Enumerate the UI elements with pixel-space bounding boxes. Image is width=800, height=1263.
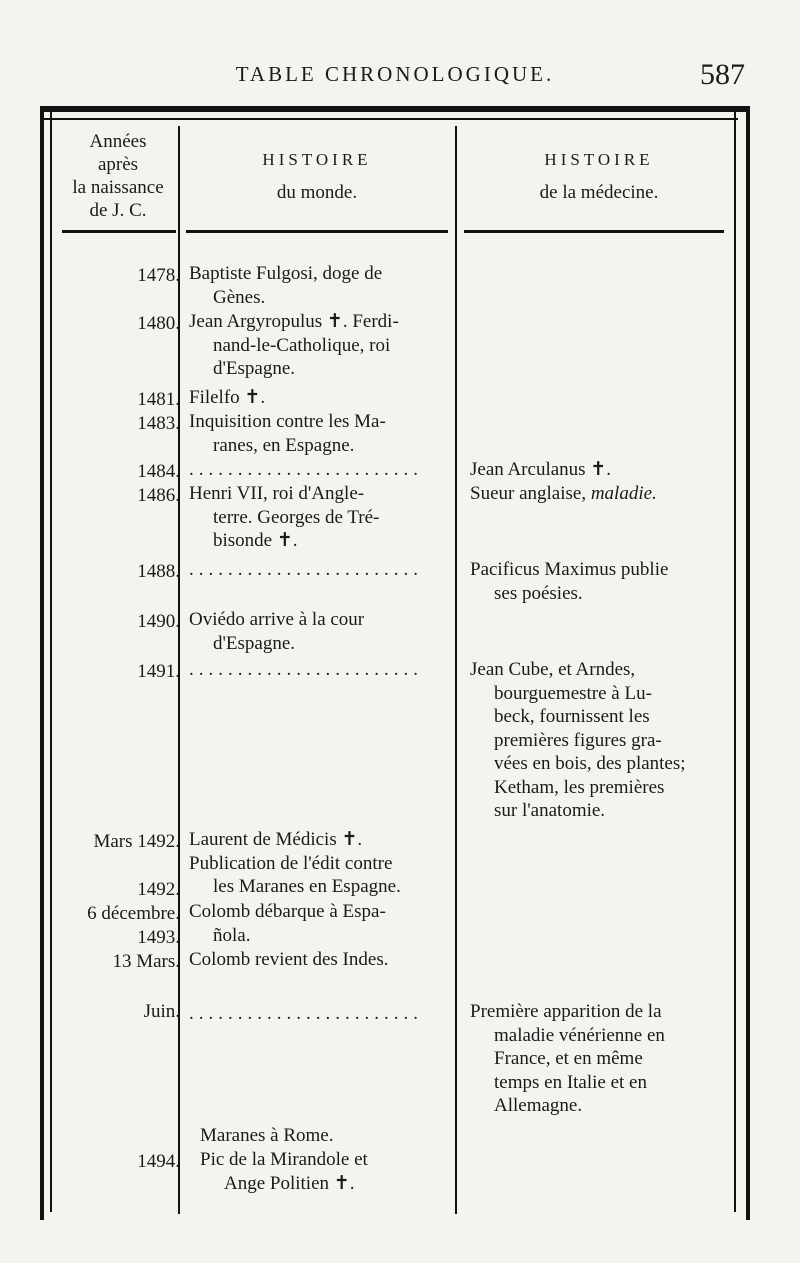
year-1488: 1488. xyxy=(137,561,180,582)
year-6-decembre: 6 décembre. xyxy=(87,903,180,924)
world-entry-maranes-rome: Maranes à Rome. xyxy=(200,1125,334,1146)
year-13-mars: 13 Mars. xyxy=(112,951,180,972)
world-entry-13-mars: Colomb revient des Indes. xyxy=(189,949,389,970)
medicine-entry-1484: Jean Arculanus ✝. xyxy=(470,459,611,480)
year-mars-1492: Mars 1492. xyxy=(93,831,180,852)
world-entry-1484-dots: ........................ xyxy=(189,459,423,480)
world-entry-1483: Inquisition contre les Ma- ranes, en Espagne. xyxy=(189,411,386,456)
world-entry-1478: Baptiste Fulgosi, doge de Gènes. xyxy=(189,263,383,308)
header-rule-medicine xyxy=(464,230,724,233)
world-entry-1481: Filelfo ✝. xyxy=(189,387,266,408)
medicine-entry-juin: Première apparition de la maladie vénérienne en France, et en même temps en Italie et en Allemagne. xyxy=(470,1001,665,1116)
year-1484: 1484. xyxy=(137,461,180,482)
year-1481: 1481. xyxy=(137,389,180,410)
medicine-entry-1486: Sueur anglaise, maladie. xyxy=(470,483,657,504)
world-entry-1492: Laurent de Médicis ✝. Publication de l'édit contre les Maranes en Espagne. xyxy=(189,829,401,897)
year-juin: Juin. xyxy=(143,1001,180,1022)
year-1480: 1480. xyxy=(137,313,180,334)
frame-rule-top xyxy=(44,118,738,120)
year-1491: 1491. xyxy=(137,661,180,682)
header-rule-world xyxy=(186,230,448,233)
column-header-medicine-history: HISTOIRE de la médecine. xyxy=(539,150,659,203)
world-entry-1480: Jean Argyropulus ✝. Ferdi- nand-le-Catholique, roi d'Espagne. xyxy=(189,311,399,379)
year-1483: 1483. xyxy=(137,413,180,434)
running-head: TABLE CHRONOLOGIQUE. xyxy=(235,62,555,86)
page-number: 587 xyxy=(700,58,745,91)
column-header-years: Années après la naissance de J. C. xyxy=(72,131,164,221)
world-entry-1486: Henri VII, roi d'Angle- terre. Georges de Tré- bisonde ✝. xyxy=(189,483,380,551)
year-1493: 1493. xyxy=(137,927,180,948)
year-1490: 1490. xyxy=(137,611,180,632)
world-entry-6-decembre: Colomb débarque à Espa- ñola. xyxy=(189,901,386,946)
world-entry-1488-dots: ........................ xyxy=(189,559,423,580)
year-1494: 1494. xyxy=(137,1151,180,1172)
world-entry-1491-dots: ........................ xyxy=(189,659,423,680)
header-rule-years xyxy=(62,230,176,233)
world-entry-juin-dots: ........................ xyxy=(189,1003,423,1024)
year-1478: 1478. xyxy=(137,265,180,286)
medicine-entry-1488: Pacificus Maximus publie ses poésies. xyxy=(470,559,669,604)
year-1486: 1486. xyxy=(137,485,180,506)
world-entry-1494: Pic de la Mirandole et Ange Politien ✝. xyxy=(200,1149,368,1194)
medicine-entry-1491: Jean Cube, et Arndes, bourguemestre à Lu- beck, fournissent les premières figures gra- vées en bois, des plantes; Ketham, les premières sur l'anatomie. xyxy=(470,659,686,821)
world-entry-1490: Oviédo arrive à la cour d'Espagne. xyxy=(189,609,365,654)
column-header-world-history: HISTOIRE du monde. xyxy=(262,150,372,203)
year-1492: 1492. xyxy=(137,879,180,900)
